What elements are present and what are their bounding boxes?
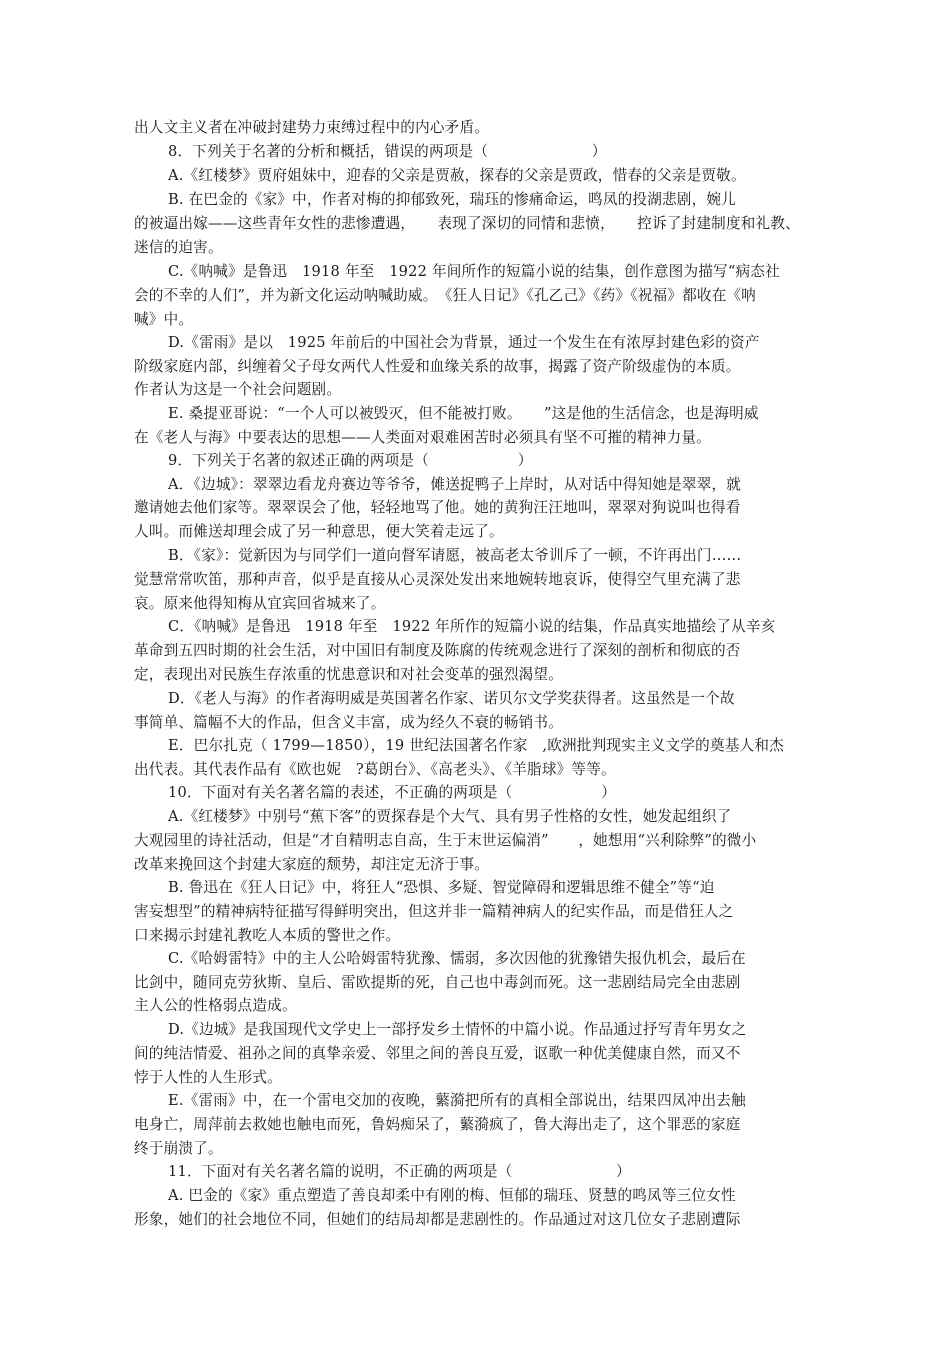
- text-line: A.《红楼梦》贾府姐妹中，迎春的父亲是贾赦，探春的父亲是贾政，惜春的父亲是贾敬。: [168, 167, 746, 184]
- text-line: 口来揭示封建礼教吃人本质的警世之作。: [134, 927, 401, 944]
- text-line: 革命到五四时期的社会生活，对中国旧有制度及陈腐的传统观念进行了深刻的剖析和彻底的否: [134, 642, 741, 659]
- text-line: A.《红楼梦》中别号“蕉下客”的贾探春是个大气、具有男子性格的女性，她发起组织了: [168, 808, 732, 825]
- text-line: C.《哈姆雷特》中的主人公哈姆雷特犹豫、懦弱，多次因他的犹豫错失报仇机会，最后在: [168, 950, 746, 967]
- text-line: A．《边城》：翠翠边看龙舟赛边等爷爷，傩送捉鸭子上岸时，从对话中得知她是翠翠，就: [168, 476, 742, 493]
- text-line: E. 桑提亚哥说：“一个人可以被毁灭，但不能被打败。 ”这是他的生活信念，也是海明威: [168, 405, 759, 422]
- text-line: 间的纯洁情爱、祖孙之间的真挚亲爱、邻里之间的善良互爱，讴歌一种优美健康自然，而又不: [134, 1045, 741, 1062]
- text-line: 电身亡，周萍前去救她也触电而死，鲁妈痴呆了，蘩漪疯了，鲁大海出走了，这个罪恶的家庭: [134, 1116, 741, 1133]
- text-line: 在《老人与海》中要表达的思想——人类面对艰难困苦时必须具有坚不可摧的精神力量。: [134, 429, 711, 446]
- text-line: 事简单、篇幅不大的作品，但含义丰富，成为经久不衰的畅销书。: [134, 714, 564, 731]
- text-line: 邀请她去他们家等。翠翠误会了他，轻轻地骂了他。她的黄狗汪汪地叫，翠翠对狗说叫也得看: [134, 499, 741, 516]
- text-line: 定，表现出对民族生存浓重的忧患意识和对社会变革的强烈渴望。: [134, 666, 564, 683]
- text-line: 人叫。而傩送却理会成了另一种意思，便大笑着走远了。: [134, 523, 504, 540]
- text-line: 大观园里的诗社活动，但是“才自精明志自高，生于末世运偏消” ，她想用“兴利除弊”的微小: [134, 832, 757, 849]
- text-line: 会的不幸的人们”，并为新文化运动呐喊助威。 《狂人日记》《孔乙己》《药》《祝福》都收在《呐: [134, 287, 757, 304]
- text-line: 比剑中，随同克劳狄斯、皇后、雷欧提斯的死，自己也中毒剑而死。这一悲剧结局完全由悲剧: [134, 974, 741, 991]
- text-line: 11．下面对有关名著名篇的说明，不正确的两项是（ ）: [168, 1163, 631, 1180]
- text-line: 8．下列关于名著的分析和概括，错误的两项是（ ）: [168, 143, 607, 160]
- text-line: 形象，她们的社会地位不同，但她们的结局却都是悲剧性的。作品通过对这几位女子悲剧遭际: [134, 1211, 741, 1228]
- text-line: E.《雷雨》中，在一个雷电交加的夜晚，蘩漪把所有的真相全部说出，结果四凤冲出去触: [168, 1092, 746, 1109]
- text-line: 哀。原来他得知梅从宜宾回省城来了。: [134, 595, 386, 612]
- text-line: 阶级家庭内部，纠缠着父子母女两代人性爱和血缘关系的故事，揭露了资产阶级虚伪的本质。: [134, 358, 741, 375]
- text-line: 的被逼出嫁——这些青年女性的悲惨遭遇， 表现了深切的同情和悲愤， 控诉了封建制度和礼教、: [134, 215, 800, 232]
- text-line: A. 巴金的《家》重点塑造了善良却柔中有刚的梅、恒郁的瑞珏、贤慧的鸣凤等三位女性: [168, 1187, 736, 1204]
- text-line: C.《呐喊》是鲁迅 1918 年至 1922 年间所作的短篇小说的结集，创作意图为描写“病态社: [168, 263, 780, 280]
- text-line: 9．下列关于名著的叙述正确的两项是（ ）: [168, 452, 533, 469]
- text-line: 改革来挽回这个封建大家庭的颓势，却注定无济于事。: [134, 856, 490, 873]
- text-line: 出人文主义者在冲破封建势力束缚过程中的内心矛盾。: [134, 119, 490, 136]
- text-line: D．《老人与海》的作者海明威是英国著名作家、诺贝尔文学奖获得者。这虽然是一个故: [168, 690, 735, 707]
- text-line: 觉慧常常吹笛，那种声音，似乎是直接从心灵深处发出来地婉转地哀诉，使得空气里充满了悲: [134, 571, 741, 588]
- text-line: C．《呐喊》是鲁迅 1918 年至 1922 年所作的短篇小说的结集，作品真实地描绘了从辛亥: [168, 618, 776, 635]
- text-line: D.《边城》是我国现代文学史上一部抒发乡土情怀的中篇小说。作品通过抒写青年男女之: [168, 1021, 747, 1038]
- text-line: B. 鲁迅在《狂人日记》中，将狂人“恐惧、多疑、智觉障碍和逻辑思维不健全”等“迫: [168, 879, 715, 896]
- text-line: 作者认为这是一个社会问题剧。: [134, 381, 342, 398]
- text-line: 迷信的迫害。: [134, 239, 223, 256]
- text-line: 主人公的性格弱点造成。: [134, 997, 297, 1014]
- text-line: B．《家》：觉新因为与同学们一道向督军请愿，被高老太爷训斥了一顿，不许再出门……: [168, 547, 742, 564]
- text-line: 喊》中。: [134, 311, 194, 328]
- text-line: 害妄想型”的精神病特征描写得鲜明突出，但这并非一篇精神病人的纪实作品，而是借狂人之: [134, 903, 734, 920]
- text-line: E．巴尔扎克（ 1799—1850），19 世纪法国著名作家 ,欧洲批判现实主义文学的奠基人和杰: [168, 737, 784, 754]
- text-line: 悖于人性的人生形式。: [134, 1069, 282, 1086]
- text-line: D.《雷雨》是以 1925 年前后的中国社会为背景，通过一个发生在有浓厚封建色彩的资产: [168, 334, 760, 351]
- text-line: 终于崩溃了。: [134, 1140, 223, 1157]
- text-line: 10．下面对有关名著名篇的表述，不正确的两项是（ ）: [168, 784, 616, 801]
- text-line: B. 在巴金的《家》中，作者对梅的抑郁致死，瑞珏的惨痛命运，鸣凤的投湖悲剧，婉儿: [168, 191, 736, 208]
- text-line: 出代表。其代表作品有《欧也妮 ?葛朗台》、《高老头》、《羊脂球》等等。: [134, 761, 616, 778]
